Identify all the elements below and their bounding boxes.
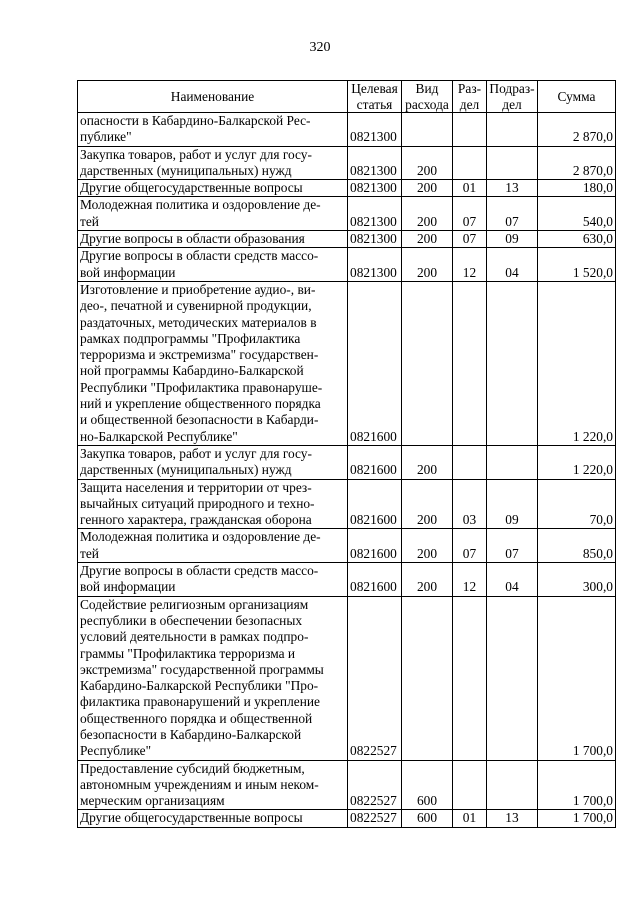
- row-subsection: 09: [487, 479, 538, 529]
- table-row: [78, 180, 616, 197]
- table-row: [78, 810, 616, 827]
- table-row: [78, 760, 616, 810]
- row-target-article: 0821300: [348, 180, 402, 197]
- row-sum: 1 520,0: [538, 248, 616, 282]
- row-target-article: 0821300: [348, 113, 402, 147]
- row-subsection: 04: [487, 563, 538, 597]
- row-subsection: 13: [487, 810, 538, 827]
- row-section: 07: [453, 231, 487, 248]
- row-target-article: 0822527: [348, 810, 402, 827]
- row-name-line: Республики "Профилактика правонаруше-: [80, 379, 323, 395]
- row-expense-type: [402, 113, 453, 147]
- row-section: 12: [453, 563, 487, 597]
- row-name-line: тей: [80, 213, 99, 229]
- row-name: [78, 113, 348, 147]
- row-name-line: тей: [80, 545, 99, 561]
- page-number: 320: [309, 40, 331, 55]
- row-section: 01: [453, 810, 487, 827]
- header-name: Наименование: [78, 81, 348, 113]
- row-expense-type: [402, 281, 453, 445]
- row-name-line: публике": [80, 129, 132, 145]
- row-section: [453, 445, 487, 479]
- row-section: [453, 596, 487, 760]
- row-subsection: 07: [487, 529, 538, 563]
- row-name-line: Молодежная политика и оздоровление де-: [80, 529, 321, 545]
- header-row: [78, 81, 616, 113]
- row-name-line: генного характера, гражданская оборона: [80, 512, 312, 528]
- row-sum: 850,0: [538, 529, 616, 563]
- row-name: [78, 281, 348, 445]
- row-name: [78, 146, 348, 180]
- row-subsection: [487, 445, 538, 479]
- row-target-article: 0821300: [348, 197, 402, 231]
- row-name-line: Другие вопросы в области средств массо-: [80, 248, 319, 264]
- row-name-line: ний и укрепление общественного порядка: [80, 396, 321, 412]
- row-expense-type: 200: [402, 563, 453, 597]
- row-name-line: и общественной безопасности в Кабарди-: [80, 412, 319, 428]
- row-section: [453, 760, 487, 810]
- row-subsection: [487, 113, 538, 147]
- row-name-line: вычайных ситуаций природного и техно-: [80, 495, 315, 511]
- row-name-line: автономным учреждениям и иным неком-: [80, 776, 319, 792]
- row-sum: 1 700,0: [538, 760, 616, 810]
- row-name: [78, 596, 348, 760]
- row-subsection: [487, 146, 538, 180]
- row-name-line: Другие вопросы в области образования: [80, 231, 305, 247]
- row-target-article: 0821600: [348, 563, 402, 597]
- table-row: [78, 596, 616, 760]
- row-name-line: Республике": [80, 743, 152, 759]
- row-expense-type: 200: [402, 248, 453, 282]
- row-target-article: 0822527: [348, 760, 402, 810]
- row-subsection: 13: [487, 180, 538, 197]
- row-subsection: 04: [487, 248, 538, 282]
- row-name-line: дарственных (муниципальных) нужд: [80, 162, 292, 178]
- row-expense-type: 200: [402, 445, 453, 479]
- row-sum: 1 700,0: [538, 810, 616, 827]
- row-name-line: безопасности в Кабардино-Балкарской: [80, 726, 302, 742]
- row-name-line: Предоставление субсидий бюджетным,: [80, 760, 305, 776]
- row-expense-type: 200: [402, 180, 453, 197]
- row-name-line: общественного порядка и общественной: [80, 710, 313, 726]
- row-expense-type: 200: [402, 231, 453, 248]
- row-name-line: Закупка товаров, работ и услуг для госу-: [80, 146, 312, 162]
- row-name-line: вой информации: [80, 579, 176, 595]
- row-name-line: республики в обеспечении безопасных: [80, 612, 303, 628]
- row-sum: 2 870,0: [538, 146, 616, 180]
- row-target-article: 0821600: [348, 281, 402, 445]
- row-sum: 1 700,0: [538, 596, 616, 760]
- row-name-line: Другие вопросы в области средств массо-: [80, 563, 319, 579]
- row-target-article: 0821300: [348, 248, 402, 282]
- table-row: [78, 197, 616, 231]
- row-name: [78, 810, 348, 827]
- row-sum: 180,0: [538, 180, 616, 197]
- header-subsection: Подраз- дел: [487, 81, 538, 113]
- table-row: [78, 146, 616, 180]
- row-subsection: [487, 596, 538, 760]
- header-target-article: Целевая статья: [348, 81, 402, 113]
- header-section: Раз- дел: [453, 81, 487, 113]
- row-subsection: [487, 760, 538, 810]
- row-name-line: Кабардино-Балкарской Республики "Про-: [80, 678, 319, 694]
- row-name: [78, 197, 348, 231]
- row-section: 07: [453, 529, 487, 563]
- table-row: [78, 479, 616, 529]
- row-target-article: 0821600: [348, 445, 402, 479]
- row-name-line: условий деятельности в рамках подпро-: [80, 629, 309, 645]
- row-name: [78, 180, 348, 197]
- table-row: [78, 445, 616, 479]
- row-sum: 70,0: [538, 479, 616, 529]
- row-expense-type: 600: [402, 810, 453, 827]
- row-name-line: вой информации: [80, 264, 176, 280]
- row-name: [78, 445, 348, 479]
- row-section: [453, 146, 487, 180]
- row-name: [78, 563, 348, 597]
- table-row: [78, 563, 616, 597]
- table-row: [78, 248, 616, 282]
- row-section: [453, 281, 487, 445]
- row-name-line: Другие общегосударственные вопросы: [80, 180, 303, 196]
- row-expense-type: 200: [402, 529, 453, 563]
- table-row: [78, 281, 616, 445]
- header-sum: Сумма: [538, 81, 616, 113]
- row-section: 01: [453, 180, 487, 197]
- table-row: [78, 113, 616, 147]
- row-section: [453, 113, 487, 147]
- row-target-article: 0821600: [348, 479, 402, 529]
- row-target-article: 0821600: [348, 529, 402, 563]
- row-sum: 300,0: [538, 563, 616, 597]
- row-sum: 2 870,0: [538, 113, 616, 147]
- row-name-line: граммы "Профилактика терроризма и: [80, 645, 296, 661]
- table-row: [78, 529, 616, 563]
- row-name-line: Закупка товаров, работ и услуг для госу-: [80, 445, 312, 461]
- table-row: [78, 231, 616, 248]
- row-subsection: 07: [487, 197, 538, 231]
- row-sum: 1 220,0: [538, 281, 616, 445]
- row-name: [78, 529, 348, 563]
- row-name-line: Изготовление и приобретение аудио-, ви-: [80, 281, 316, 297]
- row-name-line: Содействие религиозным организациям: [80, 596, 309, 612]
- row-subsection: 09: [487, 231, 538, 248]
- row-name-line: део-, печатной и сувенирной продукции,: [80, 298, 312, 314]
- row-subsection: [487, 281, 538, 445]
- row-target-article: 0822527: [348, 596, 402, 760]
- row-section: 07: [453, 197, 487, 231]
- header-expense-type: Вид расхода: [402, 81, 453, 113]
- row-expense-type: 200: [402, 197, 453, 231]
- row-target-article: 0821300: [348, 231, 402, 248]
- row-name: [78, 760, 348, 810]
- row-name: [78, 248, 348, 282]
- row-name-line: но-Балкарской Республике": [80, 428, 238, 444]
- row-name-line: дарственных (муниципальных) нужд: [80, 462, 292, 478]
- row-name-line: терроризма и экстремизма" государствен-: [80, 347, 319, 363]
- row-expense-type: 200: [402, 479, 453, 529]
- row-name-line: рамках подпрограммы "Профилактика: [80, 330, 301, 346]
- row-name-line: мерческим организациям: [80, 793, 225, 809]
- row-name-line: Другие общегосударственные вопросы: [80, 810, 303, 826]
- row-section: 12: [453, 248, 487, 282]
- row-name-line: Молодежная политика и оздоровление де-: [80, 197, 321, 213]
- row-sum: 540,0: [538, 197, 616, 231]
- row-name-line: экстремизма" государственной программы: [80, 661, 324, 677]
- row-sum: 630,0: [538, 231, 616, 248]
- row-expense-type: [402, 596, 453, 760]
- row-name: [78, 479, 348, 529]
- row-sum: 1 220,0: [538, 445, 616, 479]
- row-section: 03: [453, 479, 487, 529]
- row-name-line: филактика правонарушений и укрепление: [80, 694, 320, 710]
- row-expense-type: 600: [402, 760, 453, 810]
- row-name-line: раздаточных, методических материалов в: [80, 314, 317, 330]
- row-name: [78, 231, 348, 248]
- row-name-line: Защита населения и территории от чрез-: [80, 479, 312, 495]
- row-expense-type: 200: [402, 146, 453, 180]
- row-name-line: ной программы Кабардино-Балкарской: [80, 363, 304, 379]
- row-name-line: опасности в Кабардино-Балкарской Рес-: [80, 113, 311, 128]
- budget-table: [77, 80, 616, 828]
- row-target-article: 0821300: [348, 146, 402, 180]
